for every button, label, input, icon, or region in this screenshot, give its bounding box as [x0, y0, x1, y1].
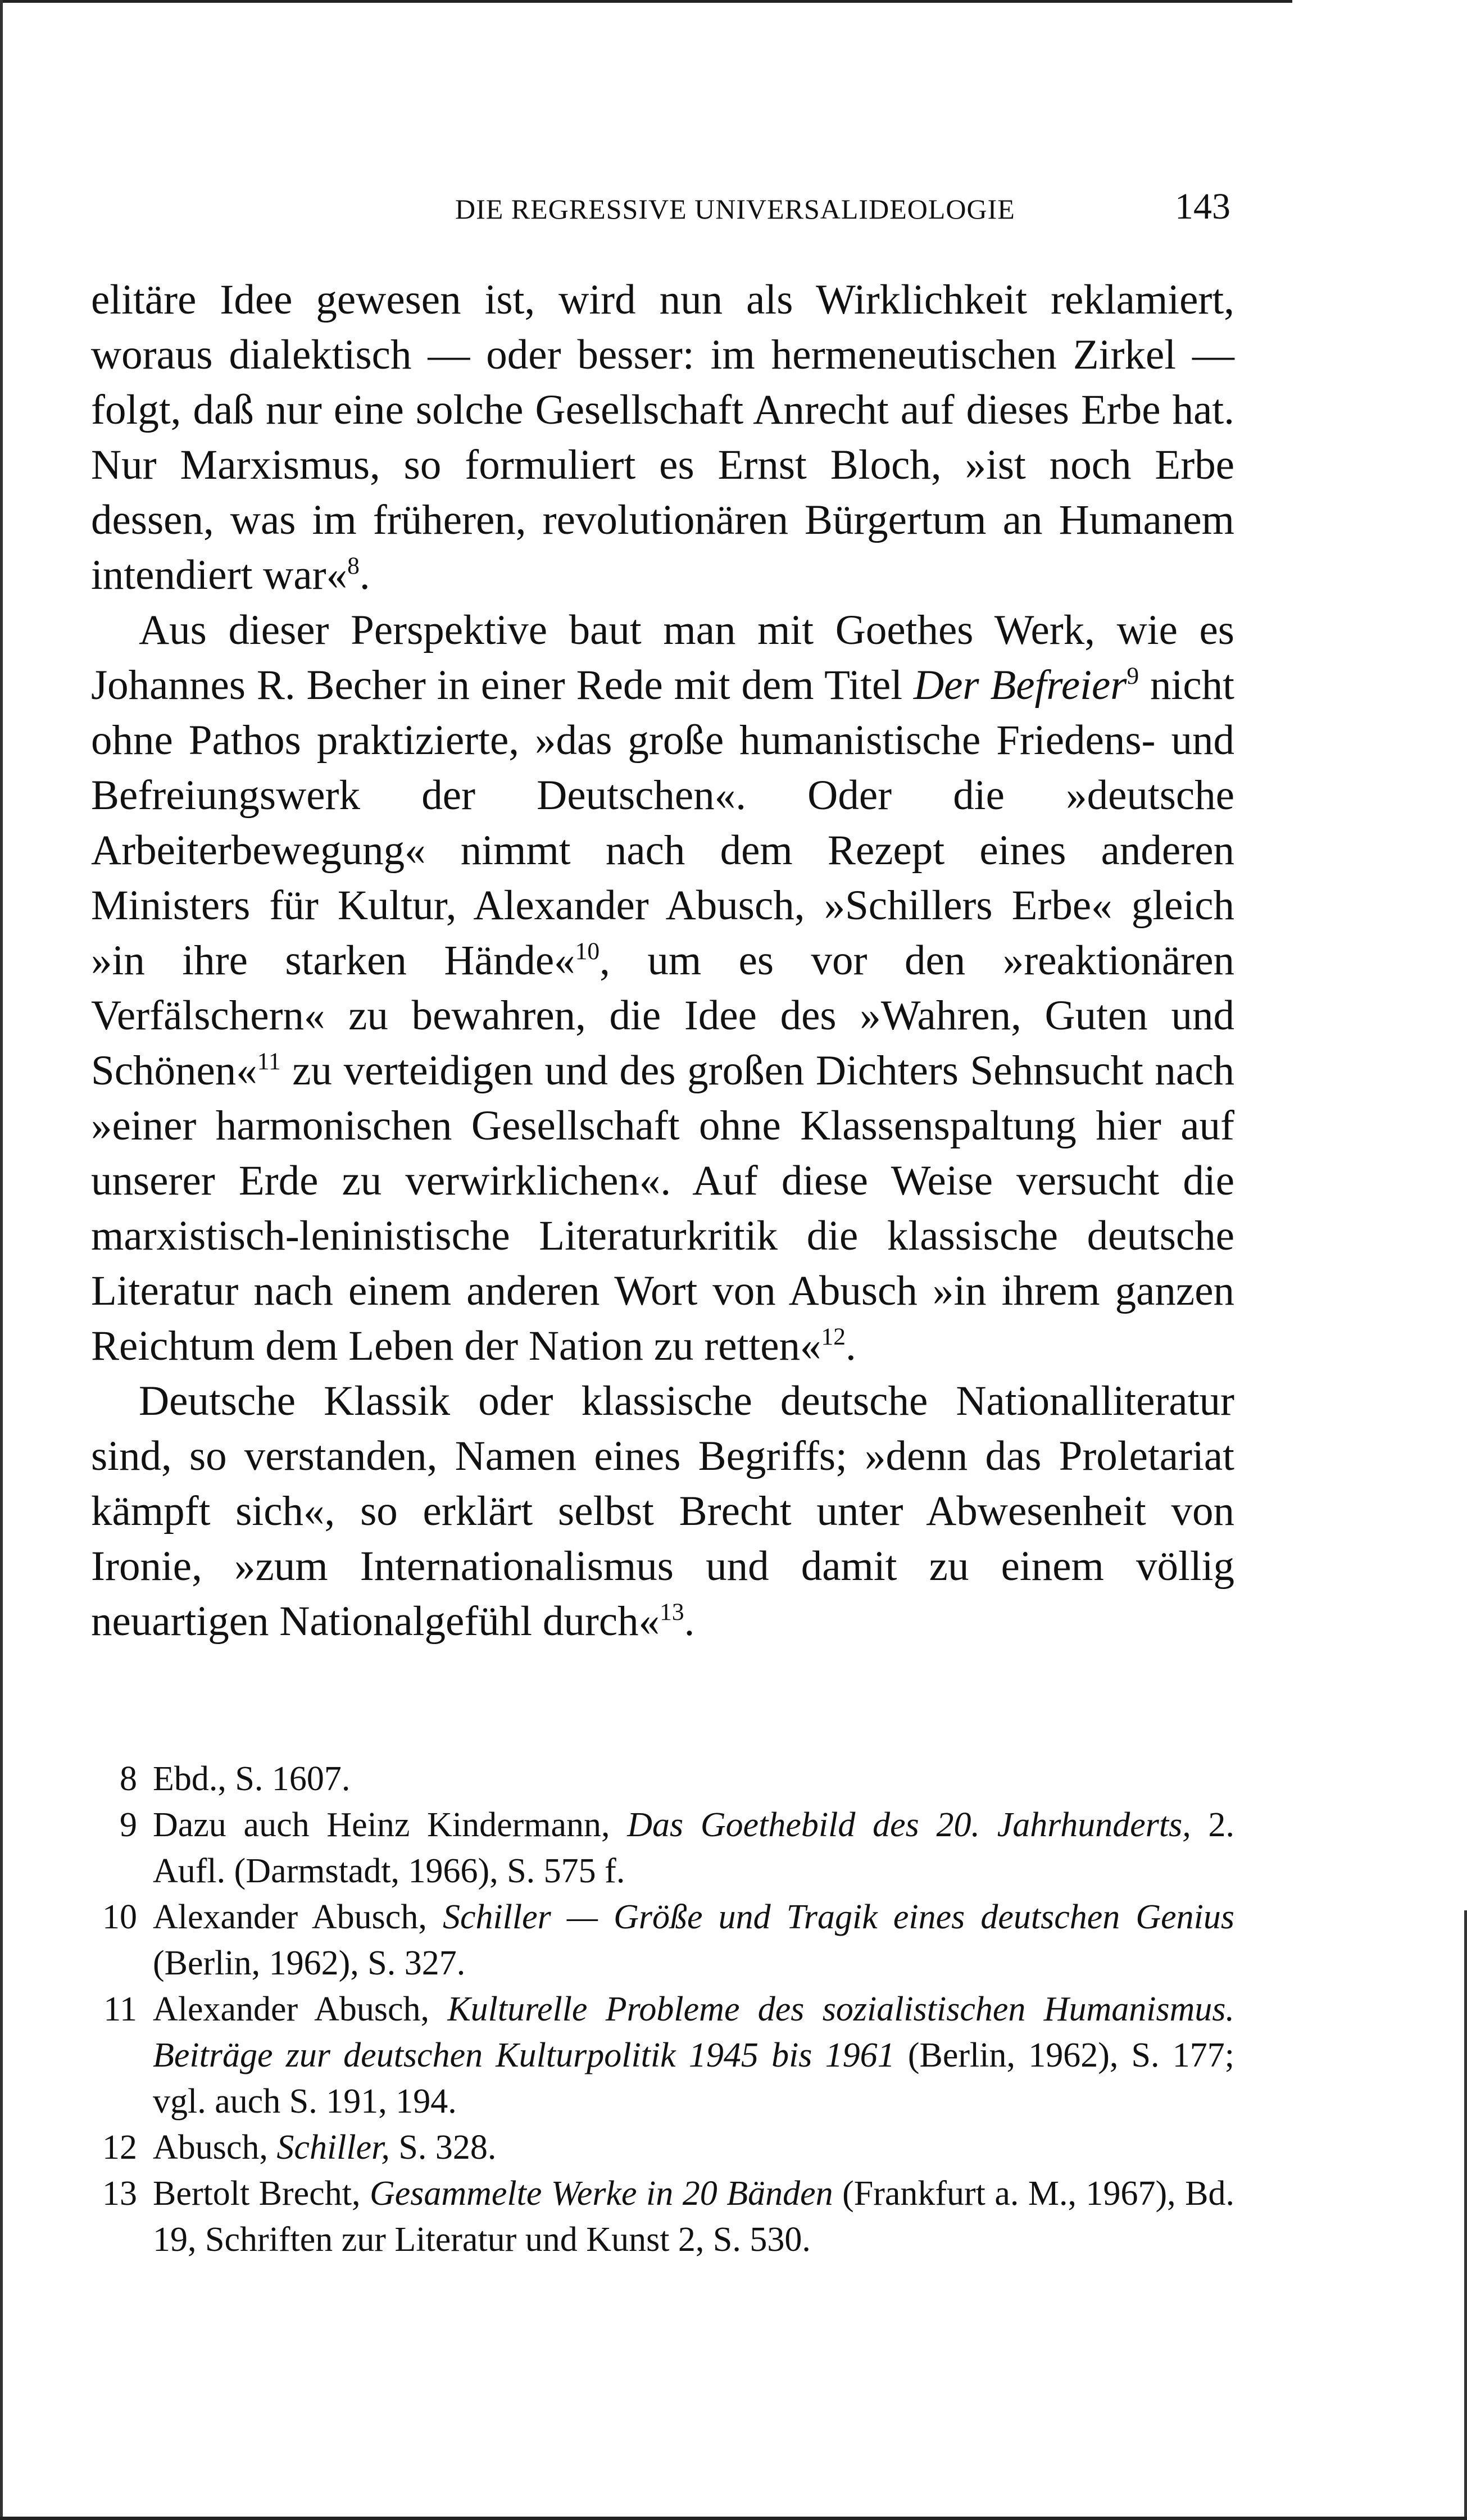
- footnote-11: [91, 1986, 1234, 2124]
- footnote-text: [153, 2124, 1234, 2171]
- scan-edge-top: [0, 0, 1292, 3]
- paragraph-1: [91, 273, 1234, 603]
- paragraph-2-text-d: zu verteidigen und des großen Dichters Sehnsucht nach »einer harmonischen Gesellschaft ohne Klassenspaltung hier auf unserer Erde zu verwirklichen«. Auf diese Weise versucht die marxistisch-leninistische Literaturkritik die klassische deutsche Literatur nach einem anderen Wort von Abusch »in ihrem ganzen Reichtum dem Leben der Nation zu retten«: [91, 1047, 1234, 1369]
- paragraph-1-text: elitäre Idee gewesen ist, wird nun als Wirklichkeit reklamiert, woraus dialektisch — oder besser: im hermeneutischen Zirkel — folgt, daß nur eine solche Gesellschaft Anrecht auf dieses Erbe hat. Nur Marxismus, so formuliert es Ernst Bloch, »ist noch Erbe dessen, was im früheren, revolutionären Bürgertum an Humanem intendiert war«: [91, 276, 1234, 598]
- footnote-12: [91, 2124, 1234, 2171]
- footnote-text: Ebd., S. 1607.: [153, 1760, 351, 1798]
- footnote-10: [91, 1894, 1234, 1986]
- footnote-ref-11: 11: [257, 1048, 281, 1075]
- footnote-details: 2. Aufl. (Darmstadt, 1966), S. 575 f.: [153, 1806, 1235, 1890]
- paragraph-3-text: Deutsche Klassik oder klassische deutsche Nationalliteratur sind, so verstanden, Namen eines Begriffs; »denn das Proletariat kämpft sich«, so erklärt selbst Brecht unter Abwesenheit von Ironie, »zum Internationalismus und damit zu einem völlig neuartigen Nationalgefühl durch«: [91, 1378, 1234, 1645]
- paragraph-3: [91, 1374, 1234, 1649]
- paragraph-2-end: .: [846, 1323, 856, 1369]
- footnote-title: Schiller — Größe und Tragik eines deutschen Genius: [442, 1898, 1234, 1936]
- footnote-number: 12: [102, 2128, 137, 2167]
- footnote-9: [91, 1802, 1234, 1894]
- footnote-author: Dazu auch Heinz Kindermann,: [153, 1806, 628, 1844]
- footnote-number: 8: [120, 1760, 137, 1798]
- footnote-details: (Berlin, 1962), S. 177; vgl. auch S. 191, 194.: [153, 2036, 1234, 2121]
- running-title: DIE REGRESSIVE UNIVERSALIDEOLOGIE: [455, 193, 1015, 225]
- footnotes: [91, 1756, 1234, 2263]
- footnote-number: 13: [102, 2174, 137, 2213]
- footnote-ref-10: 10: [575, 938, 600, 965]
- footnote-details: S. 328.: [389, 2128, 497, 2167]
- scan-edge-left: [0, 0, 3, 2520]
- footnote-title: Gesammelte Werke in 20 Bänden: [369, 2174, 833, 2213]
- footnote-title: Das Goethebild des 20. Jahrhunderts,: [627, 1806, 1191, 1844]
- paragraph-1-end: .: [359, 552, 370, 598]
- footnote-text: [153, 1894, 1234, 1986]
- footnote-13: [91, 2171, 1234, 2263]
- paragraph-2-text-b: nicht ohne Pathos praktizierte, »das große humanistische Friedens- und Befreiungswerk der Deutschen«. Oder die »deutsche Arbeiterbewegung« nimmt nach dem Rezept eines anderen Ministers für Kultur, Alexander Abusch, »Schillers Erbe« gleich »in ihre starken Hände«: [91, 662, 1234, 984]
- paragraph-2-text-c: , um es vor den »reaktionären Verfälschern« zu bewahren, die Idee des »Wahren, Guten und Schönen«: [91, 937, 1234, 1094]
- page-header: [455, 185, 1230, 230]
- paragraph-3-end: .: [684, 1598, 695, 1645]
- page-number: 143: [1175, 186, 1230, 227]
- footnote-author: Bertolt Brecht,: [153, 2174, 370, 2213]
- footnote-title: Schiller,: [276, 2128, 390, 2167]
- title-der-befreier: Der Befreier: [913, 662, 1127, 709]
- paragraph-2: [91, 603, 1234, 1374]
- body-text: [91, 273, 1234, 1649]
- footnote-author: Alexander Abusch,: [153, 1898, 443, 1936]
- footnote-number: 11: [103, 1990, 137, 2028]
- footnote-text: [153, 1802, 1234, 1894]
- footnote-ref-13: 13: [660, 1599, 684, 1626]
- footnote-ref-9: 9: [1127, 662, 1139, 690]
- footnote-text: [153, 1986, 1234, 2124]
- footnote-author: Alexander Abusch,: [153, 1990, 448, 2028]
- scan-edge-bottom: [0, 2517, 1467, 2520]
- scan-edge-right: [1464, 1910, 1467, 2520]
- footnote-number: 9: [120, 1806, 137, 1844]
- footnote-8: [91, 1756, 1234, 1802]
- footnote-details: (Berlin, 1962), S. 327.: [153, 1944, 466, 1982]
- footnote-ref-12: 12: [821, 1323, 846, 1351]
- footnote-title: Kulturelle Probleme des sozialistischen Humanismus. Beiträge zur deutschen Kulturpolitik 1945 bis 1961: [153, 1990, 1235, 2074]
- footnote-text: [153, 2171, 1234, 2263]
- footnote-number: 10: [102, 1898, 137, 1936]
- paragraph-2-text-a: Aus dieser Perspektive baut man mit Goethes Werk, wie es Johannes R. Becher in einer Rede mit dem Titel: [91, 607, 1234, 709]
- footnote-details: (Frankfurt a. M., 1967), Bd. 19, Schriften zur Literatur und Kunst 2, S. 530.: [153, 2174, 1234, 2259]
- footnote-ref-8: 8: [347, 552, 360, 580]
- footnote-author: Abusch,: [153, 2128, 277, 2167]
